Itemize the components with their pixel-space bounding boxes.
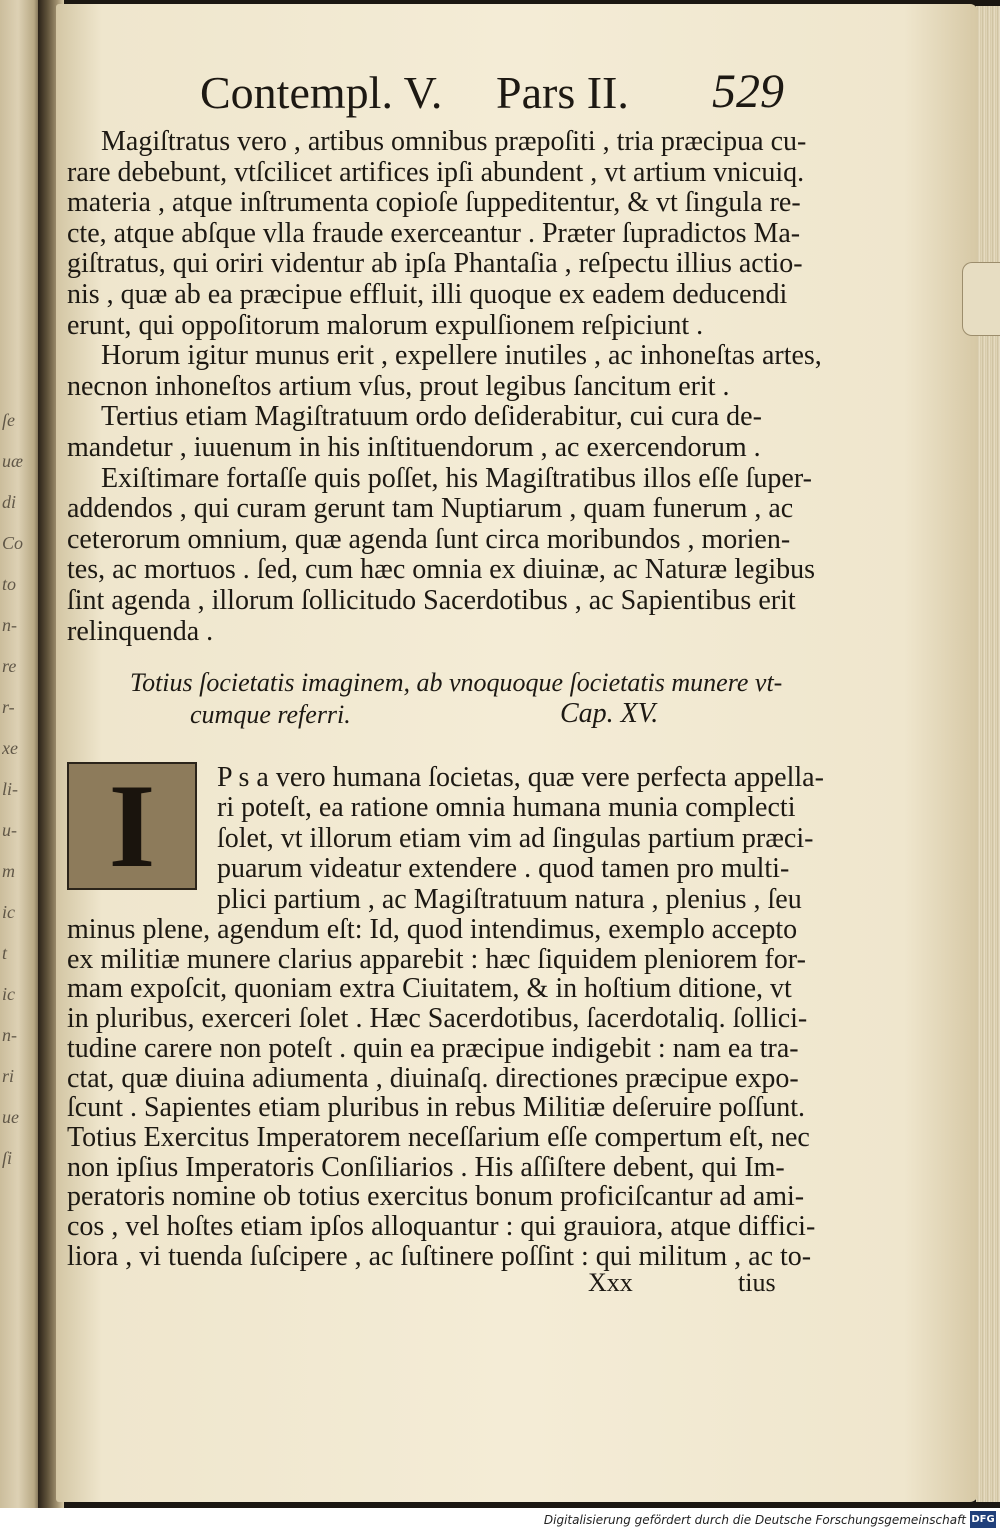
text-line: erunt, qui oppoſitorum malorum expulſionem reſpiciunt . <box>67 309 704 341</box>
facing-page-margin-text <box>2 400 38 1179</box>
facing-page-fragment: li- <box>2 779 18 799</box>
facing-page-fragment: di <box>2 492 17 512</box>
facing-page-fragment: xe <box>2 738 18 758</box>
dfg-logo: DFG <box>970 1511 996 1528</box>
text-line: tes, ac mortuos . ſed, cum hæc omnia ex diuinæ, ac Naturæ legibus <box>67 554 816 586</box>
facing-page-fragment: ic <box>2 984 15 1004</box>
decorated-initial <box>67 759 197 892</box>
facing-page-fragment: u- <box>2 820 17 840</box>
text-line: materia , atque inſtrumenta copioſe ſuppeditentur, & vt ſingula re- <box>67 187 801 219</box>
text-line: Totius Exercitus Imperatorem neceſſarium eſſe compertum eſt, nec <box>67 1121 810 1153</box>
text-line: puarum videatur extendere . quod tamen pro multi- <box>217 853 790 885</box>
page-fore-edge <box>976 6 1000 1502</box>
facing-page-fragment: n- <box>2 615 17 635</box>
funding-notice: Digitalisierung gefördert durch die Deutsche Forschungsgemeinschaft <box>543 1513 966 1527</box>
text-line: ſolet, vt illorum etiam vim ad ſingulas partium præci- <box>217 822 814 854</box>
text-line: giſtratus, qui oriri videntur ab ipſa Phantaſia , reſpectu illius actio- <box>67 248 803 280</box>
text-line: Tertius etiam Magiſtratuum ordo deſiderabitur, cui cura de- <box>101 401 762 433</box>
text-line: Exiſtimare fortaſſe quis poſſet, his Magiſtratibus illos eſſe ſuper- <box>101 462 812 494</box>
text-line: peratoris nomine ob totius exercitus bonum proficiſcantur ad ami- <box>67 1181 805 1213</box>
text-line: mam expoſcit, quoniam extra Ciuitatem, & in hoſtium ditione, vt <box>67 973 792 1005</box>
facing-page-fragment: n- <box>2 1025 17 1045</box>
text-line: cos , vel hoſtes etiam ipſos alloquantur : qui grauiora, atque diffici- <box>67 1211 816 1242</box>
text-line: necnon inhoneſtos artium vſus, prout legibus ſancitum erit . <box>67 370 730 402</box>
facing-page-fragment: Co <box>2 533 24 553</box>
text-line: liora , vi tuenda ſuſcipere , ac ſuſtinere poſſint : qui militum , ac to- <box>67 1240 812 1272</box>
decorated-initial-letter: I <box>108 759 156 892</box>
page-tab-marker <box>962 262 1000 336</box>
text-line: nis , quæ ab ea præcipue effluit, illi quoque ex eadem deducendi <box>67 279 788 310</box>
text-line: cte, atque abſque vlla fraude exerceantur . Præter ſupradictos Ma- <box>67 217 801 249</box>
text-line: tudine carere non poteſt . quin ea præcipue indigebit : nam ea tra- <box>67 1032 799 1064</box>
running-head-part: Pars II. <box>496 67 629 118</box>
text-line: ceterorum omnium, quæ agenda ſunt circa moribundos , morien- <box>67 523 791 555</box>
chapter-heading-line-2: cumque referri. <box>190 700 351 729</box>
text-line: Magiſtratus vero , artibus omnibus præpoſiti , tria præcipua cu- <box>101 126 807 157</box>
text-line: mandetur , iuuenum in his inſtituendorum , ac exercendorum . <box>67 432 761 463</box>
facing-page-fragment: uæ <box>2 451 24 471</box>
chapter-heading-line-1: Totius ſocietatis imaginem, ab vnoquoque ſocietatis munere vt- <box>130 668 783 697</box>
text-line: relinquenda . <box>67 615 214 647</box>
facing-page-fragment: m <box>2 861 15 881</box>
facing-page-fragment: ſe <box>2 410 15 430</box>
facing-page-fragment: ri <box>2 1066 15 1086</box>
facing-page-fragment: re <box>2 656 17 676</box>
signature-mark: Xxx <box>588 1268 633 1297</box>
catchword: tius <box>738 1268 776 1297</box>
facing-page-fragment: ue <box>2 1107 19 1127</box>
text-line: ſcunt . Sapientes etiam pluribus in rebus Militiæ deſeruire poſſunt. <box>67 1092 805 1124</box>
chapter-number: Cap. XV. <box>560 698 659 729</box>
digitization-footer <box>0 1508 1000 1532</box>
facing-page-fragment: r- <box>2 697 15 717</box>
facing-page-fragment: to <box>2 574 17 594</box>
text-line: ri poteſt, ea ratione omnia humana munia complecti <box>217 792 796 824</box>
text-line: P s a vero humana ſocietas, quæ vere perfecta appella- <box>217 762 824 793</box>
text-line: plici partium , ac Magiſtratuum natura , plenius , ſeu <box>217 883 802 915</box>
page-number: 529 <box>712 65 784 118</box>
text-line: ſint agenda , illorum ſollicitudo Sacerdotibus , ac Sapientibus erit <box>67 585 796 616</box>
text-line: addendos , qui curam gerunt tam Nuptiarum , quam funerum , ac <box>67 493 794 525</box>
facing-page-fragment: t <box>2 943 8 963</box>
text-line: ctat, quæ diuina adiumenta , diuinaſq. directiones præcipue expo- <box>67 1062 799 1094</box>
text-line: rare debebunt, vtſcilicet artifices ipſi abundent , vt artium vnicuiq. <box>67 156 805 188</box>
facing-page-edge <box>0 0 40 1508</box>
text-line: in pluribus, exerceri ſolet . Hæc Sacerdotibus, ſacerdotaliq. ſollici- <box>67 1003 808 1035</box>
running-head-contemplation: Contempl. V. <box>200 67 443 118</box>
text-line: minus plene, agendum eſt: Id, quod intendimus, exemplo accepto <box>67 914 798 945</box>
text-line: Horum igitur munus erit , expellere inutiles , ac inhoneſtas artes, <box>101 340 822 372</box>
text-line: ex militiæ munere clarius apparebit : hæc ſiquidem pleniorem for- <box>67 943 806 975</box>
text-line: non ipſius Imperatoris Conſiliarios . His aſſiſtere debent, qui Im- <box>67 1151 785 1183</box>
facing-page-fragment: ic <box>2 902 15 922</box>
facing-page-fragment: ſi <box>2 1148 13 1168</box>
